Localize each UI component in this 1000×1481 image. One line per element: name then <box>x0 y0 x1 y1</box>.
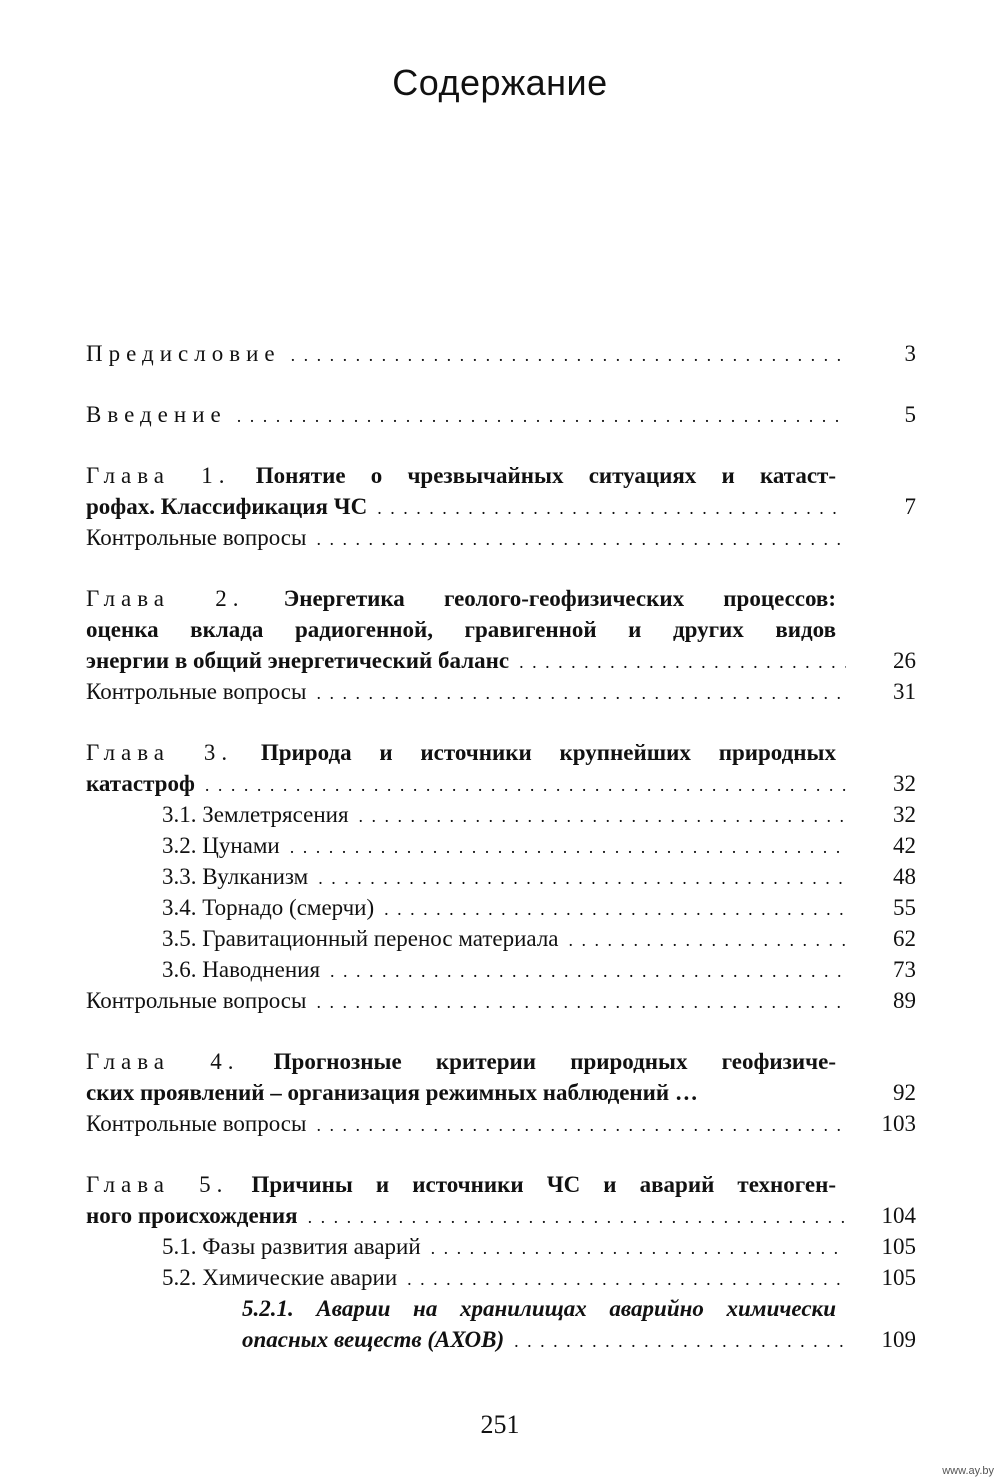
toc-page-number: 89 <box>893 988 916 1013</box>
page-title: Содержание <box>392 62 608 103</box>
chapter-prefix: Глава 1. <box>86 463 231 488</box>
toc-chapter-4-heading <box>86 1046 916 1077</box>
chapter-title-line: ного происхождения <box>86 1203 298 1228</box>
toc-entry-questions <box>86 522 916 553</box>
toc-page-number: 92 <box>893 1080 916 1105</box>
toc-entry-label: Контрольные вопросы <box>86 679 307 704</box>
toc-subsection-entry <box>86 1324 916 1355</box>
toc-page-number: 31 <box>893 679 916 704</box>
toc-entry-label: Контрольные вопросы <box>86 1111 307 1136</box>
watermark: www.ay.by <box>942 1465 994 1477</box>
toc-section-entry <box>86 1262 916 1293</box>
toc-subsection-label: опасных веществ (АХОВ) <box>242 1327 505 1352</box>
leader-dots <box>308 1202 846 1233</box>
toc-entry-introduction <box>86 399 916 430</box>
toc-entry-label: Предисловие <box>86 341 281 366</box>
leader-dots <box>237 401 846 432</box>
toc-page-number: 103 <box>881 1111 916 1136</box>
chapter-title-line: энергии в общий энергетический баланс <box>86 648 510 673</box>
leader-dots <box>519 647 846 678</box>
toc-page-number: 62 <box>893 926 916 951</box>
toc-entry-label: Контрольные вопросы <box>86 525 307 550</box>
leader-dots <box>291 340 846 371</box>
toc-entry-label: Введение <box>86 402 227 427</box>
toc-chapter-1-heading <box>86 460 916 491</box>
chapter-title-line: Энергетика геолого-геофизических процессов: <box>283 586 836 611</box>
toc-entry-questions <box>86 1108 916 1139</box>
chapter-prefix: Глава 4. <box>86 1049 240 1074</box>
toc-page-number: 26 <box>893 648 916 673</box>
toc-entry-chapter-1 <box>86 491 916 522</box>
toc-section-entry <box>86 861 916 892</box>
chapter-title-line: Понятие о чрезвычайных ситуациях и катаст- <box>255 463 837 488</box>
toc-page-number: 104 <box>881 1203 916 1228</box>
leader-dots <box>316 1110 846 1141</box>
toc-page-number: 32 <box>893 802 916 827</box>
chapter-title-line: ских проявлений – организация режимных наблюдений … <box>86 1080 698 1105</box>
toc-entry-label: Контрольные вопросы <box>86 988 307 1013</box>
chapter-prefix: Глава 5. <box>86 1172 229 1197</box>
toc-page-number: 3 <box>904 341 916 366</box>
toc-page-number: 73 <box>893 957 916 982</box>
toc-entry-chapter-2 <box>86 645 916 676</box>
toc-section-entry <box>86 923 916 954</box>
toc-page-number: 42 <box>893 833 916 858</box>
toc-section-label: 3.3. Вулканизм <box>162 864 309 889</box>
leader-dots <box>330 956 846 987</box>
leader-dots <box>431 1233 846 1264</box>
toc-page-number: 109 <box>881 1327 916 1352</box>
chapter-title-line: оценка вклада радиогенной, гравигенной и других видов <box>86 617 836 642</box>
toc-entry-chapter-4 <box>86 1077 916 1108</box>
toc-section-label: 3.5. Гравитационный перенос материала <box>162 926 559 951</box>
toc-section-entry <box>86 830 916 861</box>
chapter-title-line: рофах. Классификация ЧС <box>86 494 368 519</box>
toc-subsection-title-line: 5.2.1. Аварии на хранилищах аварийно химически <box>242 1296 836 1321</box>
leader-dots <box>205 770 846 801</box>
toc-entry-questions <box>86 676 916 707</box>
toc-page-number: 48 <box>893 864 916 889</box>
toc-section-entry <box>86 892 916 923</box>
toc-section-entry <box>86 799 916 830</box>
chapter-prefix: Глава 2. <box>86 586 245 611</box>
toc-page-number: 105 <box>881 1234 916 1259</box>
toc-entry-chapter-5 <box>86 1200 916 1231</box>
toc-section-label: 3.1. Землетрясения <box>162 802 349 827</box>
chapter-title-line: Причины и источники ЧС и аварий техноген- <box>251 1172 836 1197</box>
toc-page-number: 55 <box>893 895 916 920</box>
toc-chapter-5-heading <box>86 1169 916 1200</box>
leader-dots <box>318 863 846 894</box>
toc-section-label: 3.2. Цунами <box>162 833 280 858</box>
page-number: 251 <box>480 1410 520 1439</box>
toc-entry-chapter-3 <box>86 768 916 799</box>
toc-section-entry <box>86 954 916 985</box>
leader-dots <box>316 987 846 1018</box>
toc-chapter-3-heading <box>86 737 916 768</box>
chapter-title-line: катастроф <box>86 771 195 796</box>
toc-entry-preface <box>86 338 916 369</box>
chapter-prefix: Глава 3. <box>86 740 234 765</box>
leader-dots <box>290 832 846 863</box>
chapter-title-line: Природа и источники крупнейших природных <box>260 740 836 765</box>
toc-section-label: 5.1. Фазы развития аварий <box>162 1234 421 1259</box>
toc-page-number: 7 <box>904 494 916 519</box>
toc-section-label: 3.4. Торнадо (смерчи) <box>162 895 375 920</box>
toc-page-number: 105 <box>881 1265 916 1290</box>
toc-entry-questions <box>86 985 916 1016</box>
table-of-contents <box>86 338 916 1355</box>
leader-dots <box>514 1326 846 1357</box>
toc-page-number: 32 <box>893 771 916 796</box>
leader-dots <box>377 493 846 524</box>
leader-dots <box>384 894 846 925</box>
toc-section-label: 5.2. Химические аварии <box>162 1265 398 1290</box>
toc-section-entry <box>86 1231 916 1262</box>
toc-page-number: 5 <box>904 402 916 427</box>
leader-dots <box>407 1264 846 1295</box>
leader-dots <box>359 801 846 832</box>
leader-dots <box>569 925 846 956</box>
leader-dots <box>316 678 846 709</box>
toc-section-label: 3.6. Наводнения <box>162 957 321 982</box>
chapter-title-line: Прогнозные критерии природных геофизиче- <box>273 1049 836 1074</box>
toc-chapter-2-heading <box>86 583 916 614</box>
leader-dots <box>316 524 846 555</box>
